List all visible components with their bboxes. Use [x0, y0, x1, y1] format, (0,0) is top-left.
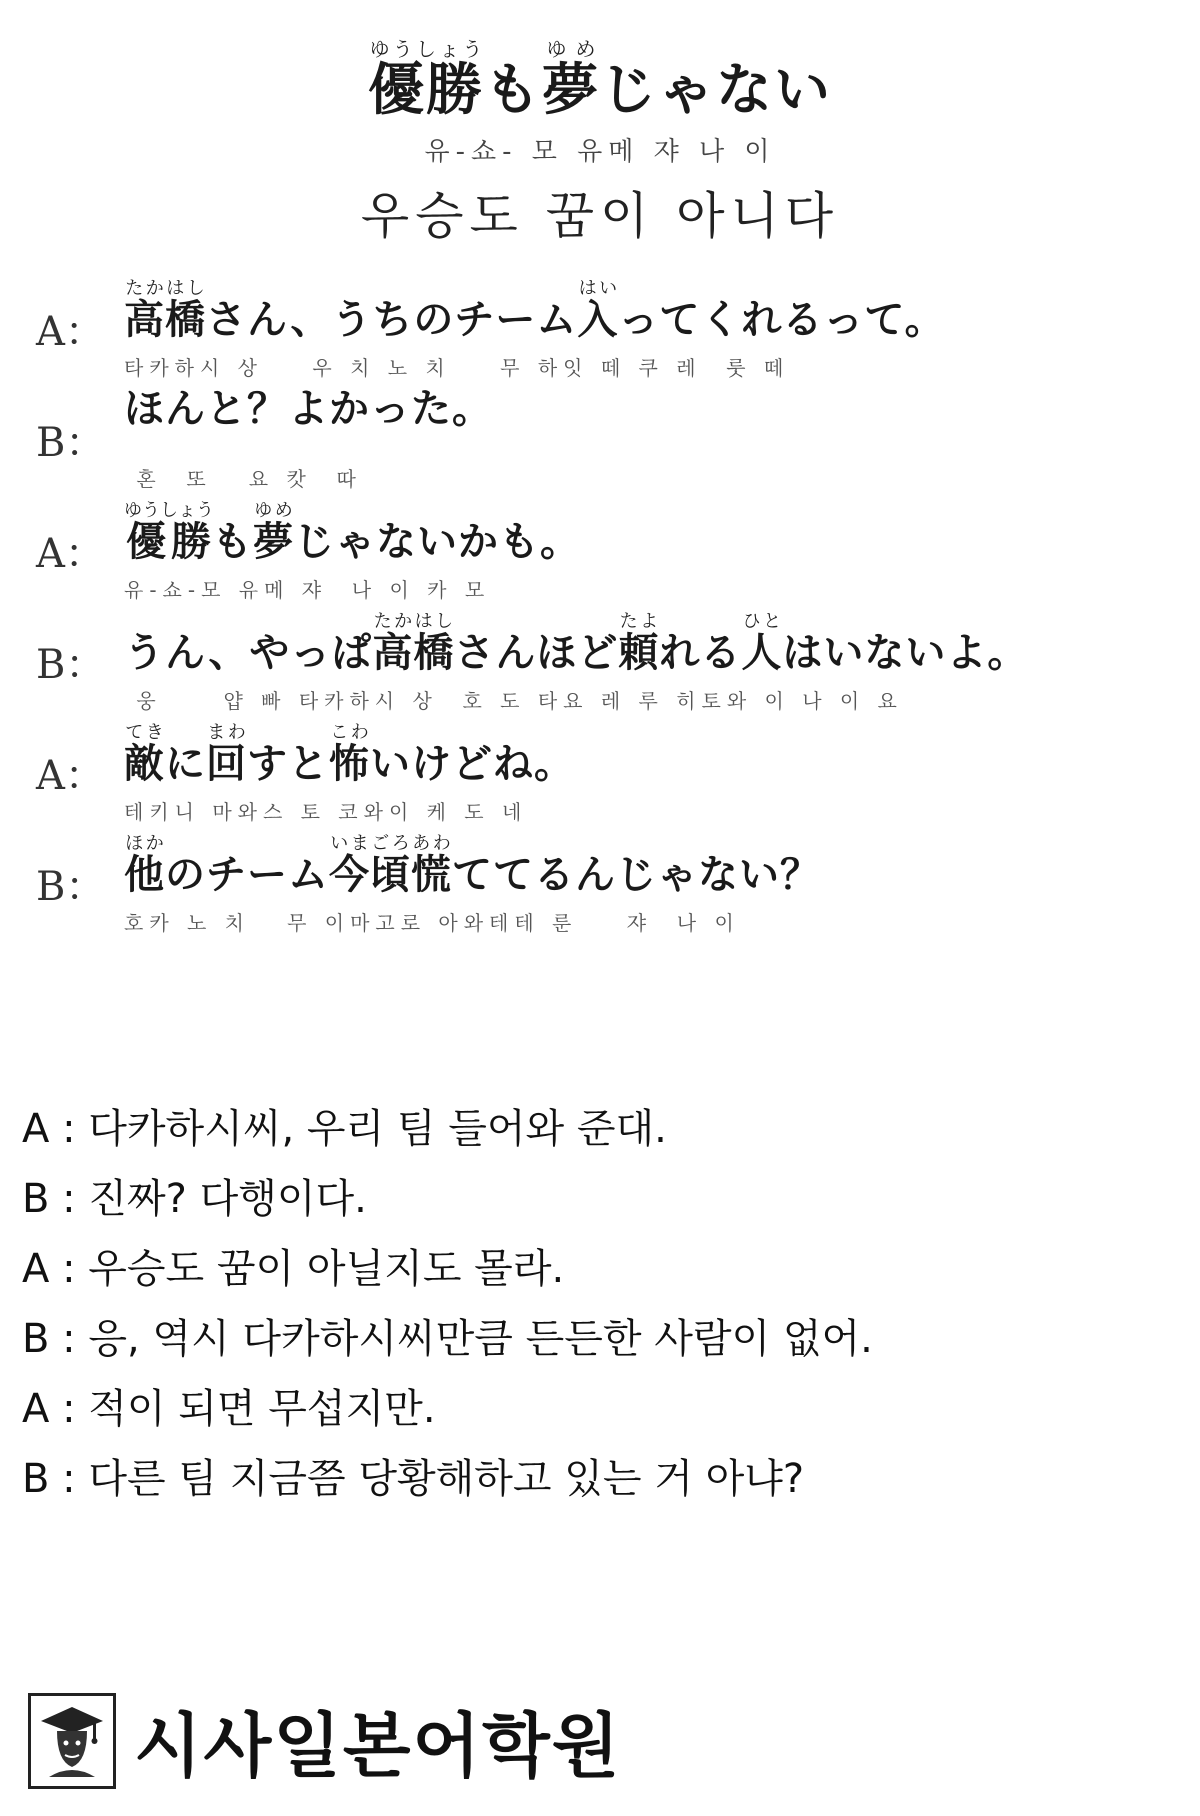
ruby-word: [329, 833, 452, 898]
kana-text: いけどね。: [370, 741, 575, 787]
kana-text: はいないよ。: [782, 630, 1029, 676]
ruby-word: [206, 722, 247, 787]
korean-reading: 타카하시 상 우 치 노 치 무 하잇 떼 쿠 레 룻 떼: [124, 356, 790, 380]
ruby-word: [618, 611, 660, 676]
title-reading: 유-쇼- 모 유메 쟈 나 이: [424, 137, 776, 167]
kanji-base: 頼: [618, 630, 660, 676]
kanji-base: 敵: [124, 741, 165, 787]
kana-text: も: [484, 58, 542, 123]
translation-line: B : 응, 역시 다카하시씨만큼 든든한 사람이 없어.: [22, 1316, 873, 1362]
speaker-label: A：: [36, 531, 105, 577]
kana-text: じゃない: [600, 58, 832, 123]
furigana: ゆうしょう: [124, 500, 214, 521]
academy-logo: [28, 1690, 621, 1791]
furigana: ゆうしょう: [368, 37, 484, 61]
furigana: こわ: [329, 722, 370, 743]
translation-line: A : 적이 되면 무섭지만.: [22, 1386, 436, 1432]
dialogue-line: [0, 386, 1200, 500]
furigana: たかはし: [124, 278, 206, 299]
kana-text: れる: [659, 630, 742, 676]
kana-text: ててるんじゃない？: [452, 852, 821, 898]
furigana: はい: [577, 278, 619, 299]
kanji-base: 優勝: [368, 58, 484, 123]
ruby-word: [124, 278, 206, 343]
speaker-label: A：: [36, 753, 105, 799]
kana-text: さんほど: [454, 630, 619, 676]
kanji-base: 今頃慌: [329, 852, 452, 898]
title-korean: 우승도 꿈이 아니다: [360, 187, 840, 245]
dialogue-line: [0, 722, 1200, 833]
ruby-word: [372, 611, 455, 676]
ruby-word: [741, 611, 783, 676]
kana-text: のチーム: [165, 852, 329, 898]
korean-translation: [22, 1094, 1172, 1514]
dialogue-line: [0, 611, 1200, 722]
kana-text: うん、やっぱ: [124, 630, 373, 676]
japanese-line: [124, 500, 581, 565]
furigana: てき: [124, 722, 165, 743]
ruby-word: [368, 37, 484, 123]
kanji-base: 他: [124, 852, 165, 898]
kana-text: も: [212, 519, 253, 565]
ruby-word: [577, 278, 619, 343]
academy-name: 시사일본어학원: [134, 1705, 622, 1787]
furigana: まわ: [206, 722, 247, 743]
ruby-word: [253, 500, 294, 565]
kana-text: さん、うちのチーム: [206, 297, 578, 343]
graduate-icon: [28, 1693, 116, 1789]
translation-line: B : 다른 팀 지금쯤 당황해하고 있는 거 아냐?: [22, 1456, 805, 1502]
kanji-base: 人: [741, 630, 783, 676]
speaker-label: B：: [36, 420, 106, 466]
translation-line: A : 다카하시씨, 우리 팀 들어와 준대.: [22, 1106, 667, 1152]
kanji-base: 優勝: [124, 519, 214, 565]
ruby-word: [124, 500, 214, 565]
japanese-line: [124, 611, 1029, 676]
furigana: ほか: [124, 833, 165, 854]
ruby-word: [124, 833, 165, 898]
japanese-line: [124, 278, 946, 343]
japanese-line: [124, 386, 493, 432]
furigana: ひと: [741, 611, 783, 632]
ruby-word: [329, 722, 370, 787]
translation-line: B : 진짜? 다행이다.: [22, 1176, 367, 1222]
furigana: たかはし: [372, 611, 455, 632]
ruby-word: [542, 37, 600, 123]
dialogue-line: [0, 500, 1200, 611]
speaker-label: B：: [36, 642, 106, 688]
kana-text: に: [165, 741, 206, 787]
title-japanese: [0, 37, 1200, 123]
speaker-label: B：: [36, 864, 106, 910]
dialogue-line: [0, 833, 1200, 944]
dialogue: [0, 278, 1200, 944]
korean-reading: 유-쇼-모 유메 쟈 나 이 카 모: [124, 578, 491, 602]
kana-text: ってくれるって。: [618, 297, 946, 343]
kanji-base: 高橋: [124, 297, 206, 343]
furigana: ゆめ: [542, 37, 600, 61]
furigana: ゆめ: [253, 500, 294, 521]
kanji-base: 入: [577, 297, 619, 343]
kanji-base: 怖: [329, 741, 370, 787]
kanji-base: 高橋: [372, 630, 455, 676]
korean-reading: 호카 노 치 무 이마고로 아와테테 룬 쟈 나 이: [124, 911, 740, 935]
furigana: いまごろあわ: [329, 833, 452, 854]
korean-reading: 웅 얍 빠 타카하시 상 호 도 타요 레 루 히토와 이 나 이 요: [124, 689, 903, 713]
kanji-base: 夢: [542, 58, 600, 123]
korean-reading: 혼 또 요 캇 따: [124, 467, 362, 491]
ruby-word: [124, 722, 165, 787]
furigana: たよ: [618, 611, 660, 632]
japanese-line: [124, 722, 575, 787]
kana-text: ほんと？よかった。: [124, 386, 493, 432]
kanji-base: 回: [206, 741, 247, 787]
kana-text: すと: [247, 741, 329, 787]
dialogue-line: [0, 278, 1200, 389]
title-block: [0, 38, 1200, 248]
kanji-base: 夢: [253, 519, 294, 565]
speaker-label: A：: [36, 309, 105, 355]
japanese-line: [124, 833, 821, 898]
korean-reading: 테키니 마와스 토 코와이 케 도 네: [124, 800, 528, 824]
translation-line: A : 우승도 꿈이 아닐지도 몰라.: [22, 1246, 565, 1292]
kana-text: じゃないかも。: [294, 519, 581, 565]
